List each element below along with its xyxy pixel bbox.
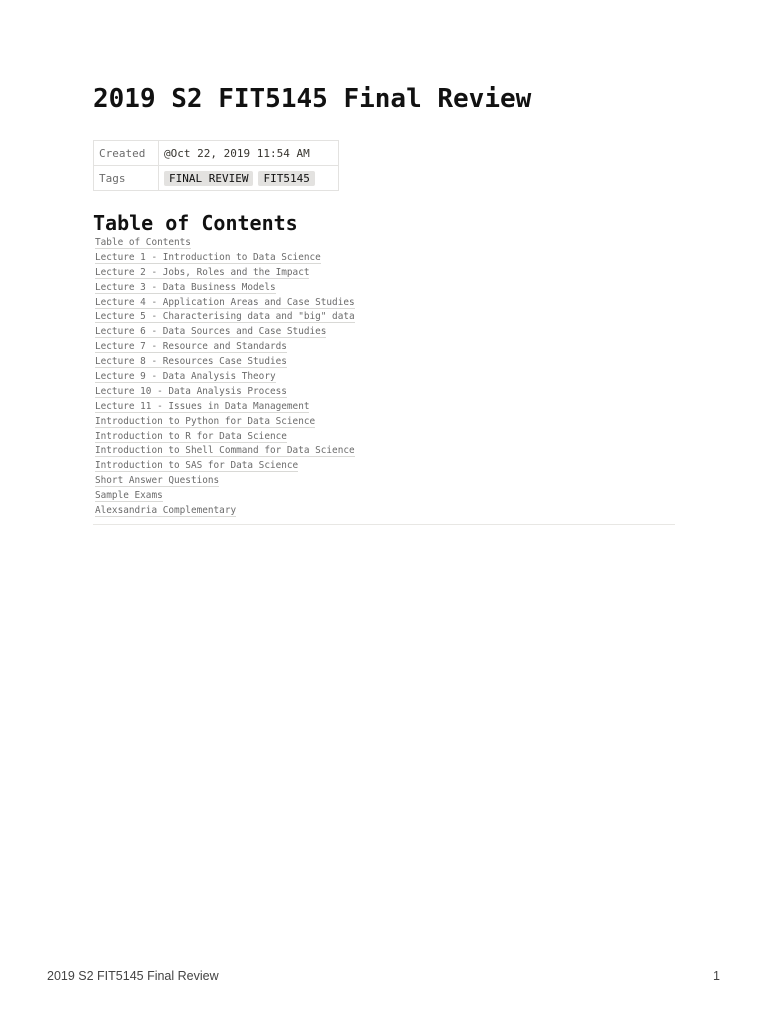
toc-link-lecture-7[interactable]: Lecture 7 - Resource and Standards (95, 341, 287, 353)
toc-link-sample-exams[interactable]: Sample Exams (95, 490, 163, 502)
toc-item (95, 430, 675, 445)
toc-item (95, 325, 675, 340)
toc-item (95, 385, 675, 400)
toc-item (95, 251, 675, 266)
toc-link-lecture-8[interactable]: Lecture 8 - Resources Case Studies (95, 356, 287, 368)
created-value: @Oct 22, 2019 11:54 AM (159, 141, 339, 166)
toc-item (95, 340, 675, 355)
page-title: 2019 S2 FIT5145 Final Review (93, 84, 532, 114)
toc-link-intro-r[interactable]: Introduction to R for Data Science (95, 430, 287, 442)
tag-final-review: FINAL REVIEW (164, 171, 253, 186)
toc-item (95, 489, 675, 504)
property-row-created (94, 141, 339, 166)
table-of-contents (95, 236, 675, 519)
footer-page-number: 1 (713, 969, 720, 983)
toc-link-alexsandria[interactable]: Alexsandria Complementary (95, 505, 237, 517)
toc-item (95, 444, 675, 459)
tags-value (159, 166, 339, 191)
footer-title: 2019 S2 FIT5145 Final Review (47, 969, 219, 983)
toc-link-short-answer[interactable]: Short Answer Questions (95, 475, 220, 487)
property-row-tags (94, 166, 339, 191)
toc-link-lecture-4[interactable]: Lecture 4 - Application Areas and Case Studies (95, 296, 355, 308)
toc-link-lecture-9[interactable]: Lecture 9 - Data Analysis Theory (95, 371, 276, 383)
toc-item (95, 236, 675, 251)
created-label: Created (94, 141, 159, 166)
toc-link-lecture-3[interactable]: Lecture 3 - Data Business Models (95, 281, 276, 293)
toc-link-intro-sas[interactable]: Introduction to SAS for Data Science (95, 460, 299, 472)
tag-fit5145: FIT5145 (258, 171, 314, 186)
toc-item (95, 281, 675, 296)
tags-label: Tags (94, 166, 159, 191)
toc-link-lecture-11[interactable]: Lecture 11 - Issues in Data Management (95, 400, 310, 412)
toc-item (95, 310, 675, 325)
toc-item (95, 266, 675, 281)
toc-item (95, 400, 675, 415)
properties-table (93, 140, 339, 191)
toc-item (95, 415, 675, 430)
toc-link-table-of-contents[interactable]: Table of Contents (95, 237, 191, 248)
toc-item (95, 355, 675, 370)
toc-link-intro-python[interactable]: Introduction to Python for Data Science (95, 415, 316, 427)
toc-item (95, 504, 675, 519)
toc-link-lecture-10[interactable]: Lecture 10 - Data Analysis Process (95, 385, 287, 397)
toc-heading: Table of Contents (93, 211, 298, 235)
toc-item (95, 370, 675, 385)
toc-item (95, 296, 675, 311)
toc-link-lecture-6[interactable]: Lecture 6 - Data Sources and Case Studies (95, 326, 327, 338)
toc-link-intro-shell[interactable]: Introduction to Shell Command for Data Science (95, 445, 355, 457)
toc-link-lecture-2[interactable]: Lecture 2 - Jobs, Roles and the Impact (95, 266, 310, 278)
toc-link-lecture-1[interactable]: Lecture 1 - Introduction to Data Science (95, 251, 321, 263)
toc-divider (93, 524, 675, 525)
toc-link-lecture-5[interactable]: Lecture 5 - Characterising data and "big" data (95, 311, 355, 323)
toc-item (95, 474, 675, 489)
toc-item (95, 459, 675, 474)
